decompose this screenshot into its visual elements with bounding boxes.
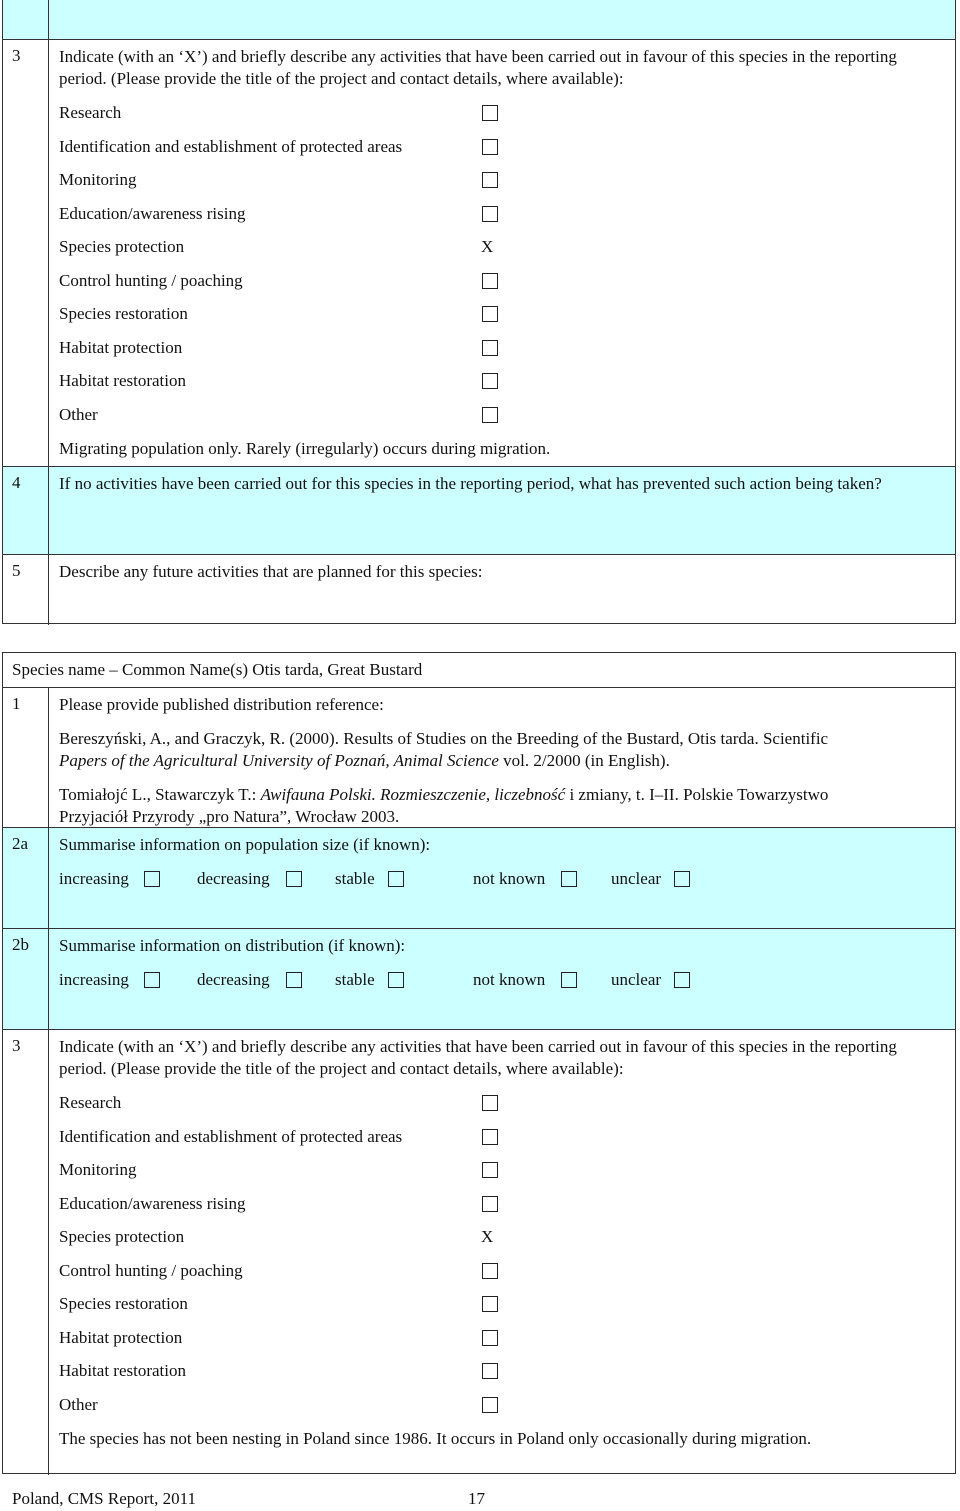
reference-2-publisher: Przyjaciół Przyrody „pro Natura”, Wrocław 2003.: [59, 807, 400, 826]
activity-checkbox[interactable]: [482, 407, 498, 423]
activity-label: Control hunting / poaching: [59, 1260, 243, 1280]
trend-option-label: decreasing: [197, 970, 270, 989]
activity-label: Identification and establishment of protected areas: [59, 1126, 403, 1146]
activity-note: The species has not been nesting in Poland since 1986. It occurs in Poland only occasionally during migration.: [59, 1429, 812, 1448]
trend-option-label: unclear: [611, 869, 662, 888]
activity-label: Other: [59, 404, 98, 424]
activity-note: Migrating population only. Rarely (irregularly) occurs during migration.: [59, 439, 551, 458]
species-header-row: [3, 653, 955, 687]
activity-checkbox[interactable]: [482, 1129, 498, 1145]
reference-1-main: Bereszyński, A., and Graczyk, R. (2000). Results of Studies on the Breeding of the Bustard, Otis tarda. Scientific: [59, 729, 829, 748]
trend-option-label: not known: [473, 970, 546, 989]
trend-option-checkbox[interactable]: [144, 972, 160, 988]
activity-checkbox[interactable]: [482, 1263, 498, 1279]
question-number: 4: [3, 467, 49, 554]
activity-label: Monitoring: [59, 170, 137, 189]
trend-option-checkbox[interactable]: [388, 972, 404, 988]
trend-option-checkbox[interactable]: [144, 871, 160, 887]
question-text: [59, 1036, 947, 1080]
question-number: 2b: [3, 929, 49, 1029]
activity-checkbox[interactable]: [482, 105, 498, 121]
question-number: 1: [3, 688, 49, 827]
trend-option-checkbox[interactable]: [286, 972, 302, 988]
activity-label: Habitat protection: [59, 1327, 183, 1347]
activity-label: Research: [59, 103, 122, 122]
trend-option-checkbox[interactable]: [286, 871, 302, 887]
activity-checkbox[interactable]: [482, 1196, 498, 1212]
reference-1-journal: Papers of the Agricultural University of Poznań, Animal Science: [59, 751, 499, 770]
activity-label: Habitat protection: [59, 337, 183, 357]
activity-label: Species restoration: [59, 1294, 188, 1313]
reference-2-authors: Tomiałojć L., Stawarczyk T.:: [59, 785, 261, 804]
species-form-table: [2, 652, 956, 1474]
question-2b-row: [3, 928, 955, 1029]
activity-label: Control hunting / poaching: [59, 270, 243, 290]
activity-label: Other: [59, 1394, 98, 1414]
activity-label: Monitoring: [59, 1160, 137, 1179]
question-2a-row: [3, 827, 955, 928]
question-5-text: Describe any future activities that are planned for this species:: [59, 562, 483, 581]
question-4-row: [3, 466, 955, 554]
question-2b-text: Summarise information on distribution (if known):: [59, 936, 406, 955]
activity-checkbox[interactable]: [482, 206, 498, 222]
activity-label: Identification and establishment of protected areas: [59, 136, 403, 156]
trend-option-label: increasing: [59, 970, 129, 989]
trend-option-checkbox[interactable]: [388, 871, 404, 887]
reference-1: [59, 728, 947, 772]
table-row: [3, 0, 955, 39]
upper-form-table: [2, 0, 956, 624]
reference-1-volume: vol. 2/2000 (in English).: [498, 751, 670, 770]
activity-checkbox[interactable]: [482, 1162, 498, 1178]
activity-label: Education/awareness rising: [59, 203, 246, 223]
reference-2-title: Awifauna Polski. Rozmieszczenie, liczebność: [260, 785, 566, 804]
trend-option-checkbox[interactable]: [674, 871, 690, 887]
activity-checkbox[interactable]: [482, 1330, 498, 1346]
trend-option-checkbox[interactable]: [561, 871, 577, 887]
question-number: 2a: [3, 828, 49, 928]
question-number: 3: [3, 1030, 49, 1475]
activity-label: Habitat restoration: [59, 371, 186, 390]
activity-label: Habitat restoration: [59, 1361, 186, 1380]
activity-checkbox[interactable]: [482, 1397, 498, 1413]
question-3-row: [3, 1029, 955, 1475]
footer-report-title: Poland, CMS Report, 2011: [12, 1489, 197, 1508]
trend-option-label: increasing: [59, 869, 129, 888]
trend-option-label: stable: [335, 970, 375, 989]
trend-option-checkbox[interactable]: [561, 972, 577, 988]
question-3-text: Indicate (with an ‘X’) and briefly describe any activities that have been carried out in favour of this species in the reporting period. (Please provide the title of the project and contact details, where available):: [59, 1037, 897, 1078]
activity-checkbox[interactable]: [482, 1095, 498, 1111]
activity-label: Species protection: [59, 237, 185, 256]
question-2a-text: Summarise information on population size (if known):: [59, 835, 431, 854]
reference-2-tail: i zmiany, t. I–II. Polskie Towarzystwo: [565, 785, 829, 804]
activity-label: Education/awareness rising: [59, 1193, 246, 1213]
question-3-text: Indicate (with an ‘X’) and briefly describe any activities that have been carried out in favour of this species in the reporting period. (Please provide the title of the project and contact details, where available):: [59, 47, 897, 88]
activity-x-mark[interactable]: X: [481, 1227, 494, 1246]
row-number-cell: [3, 0, 49, 39]
activity-label: Research: [59, 1093, 122, 1112]
activity-label: Species protection: [59, 1227, 185, 1246]
question-5-row: [3, 554, 955, 625]
question-number: 5: [3, 555, 49, 625]
activity-checkbox[interactable]: [482, 1363, 498, 1379]
trend-option-label: stable: [335, 869, 375, 888]
trend-option-label: not known: [473, 869, 546, 888]
activity-checkbox[interactable]: [482, 1296, 498, 1312]
activity-checkbox[interactable]: [482, 172, 498, 188]
question-1-text: Please provide published distribution reference:: [59, 695, 384, 714]
activity-checkbox[interactable]: [482, 373, 498, 389]
activity-checkbox[interactable]: [482, 273, 498, 289]
trend-option-label: unclear: [611, 970, 662, 989]
trend-option-checkbox[interactable]: [674, 972, 690, 988]
footer-page-number: 17: [468, 1489, 485, 1508]
activity-x-mark[interactable]: X: [481, 237, 494, 256]
question-1-row: [3, 687, 955, 827]
species-header: Species name – Common Name(s) Otis tarda, Great Bustard: [12, 660, 423, 679]
question-number: 3: [3, 40, 49, 466]
question-3-row: [3, 39, 955, 466]
activity-checkbox[interactable]: [482, 139, 498, 155]
activity-label: Species restoration: [59, 304, 188, 323]
question-4-text: If no activities have been carried out for this species in the reporting period, what has prevented such action being taken?: [59, 474, 882, 493]
reference-2: [59, 784, 947, 828]
question-text: [59, 46, 947, 90]
question-1-content: [59, 694, 947, 828]
activity-checkbox[interactable]: [482, 340, 498, 356]
trend-option-label: decreasing: [197, 869, 270, 888]
activity-checkbox[interactable]: [482, 306, 498, 322]
